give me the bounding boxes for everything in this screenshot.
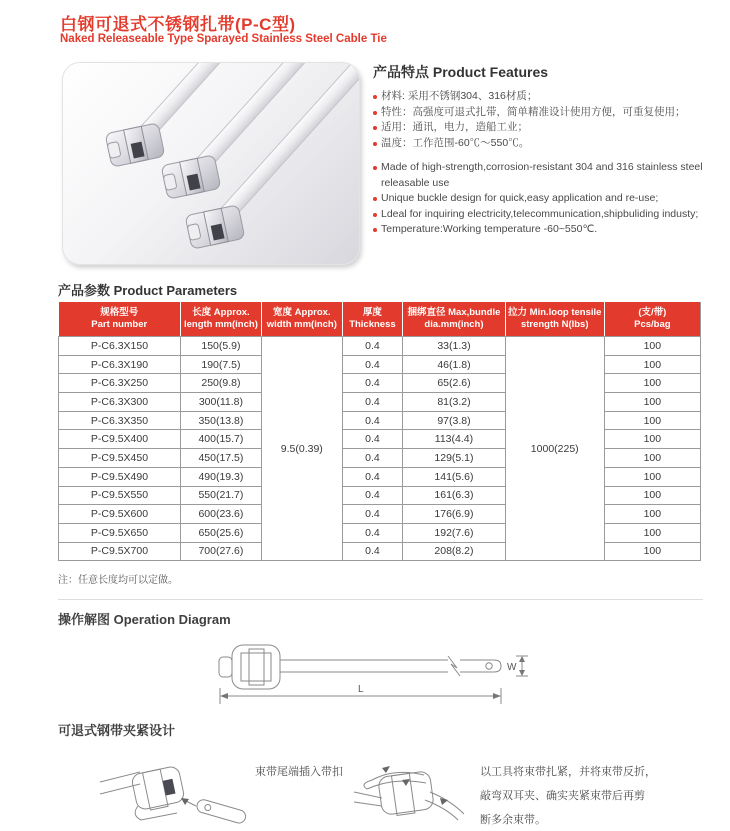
- buckle-outline: [378, 771, 435, 816]
- direction-arrow: [382, 766, 390, 773]
- cell-length: 600(23.6): [180, 505, 261, 524]
- bullet-icon: [373, 213, 377, 217]
- cell-thickness: 0.4: [342, 355, 402, 374]
- cell-diameter: 141(5.6): [403, 467, 506, 486]
- cell-pcs: 100: [604, 505, 700, 524]
- table-row: [59, 374, 701, 393]
- col-header-part: 规格型号 Part number: [59, 302, 181, 337]
- clamp-design-heading: 可退式钢带夹紧设计: [58, 723, 176, 738]
- page-title: 白钢可退式不锈钢扎带(P-C型): [60, 15, 296, 34]
- direction-arrow: [402, 779, 410, 786]
- feature-text: 适用：通讯，电力，造船工业；: [381, 121, 528, 133]
- cell-part: P-C9.5X600: [59, 505, 181, 524]
- cell-part: P-C6.3X190: [59, 355, 181, 374]
- feature-item: [373, 160, 723, 191]
- table-row: [59, 467, 701, 486]
- cell-part: P-C9.5X700: [59, 542, 181, 561]
- cell-length: 550(21.7): [180, 486, 261, 505]
- feature-item: [373, 136, 723, 152]
- cell-length: 400(15.7): [180, 430, 261, 449]
- cell-diameter: 65(2.6): [403, 374, 506, 393]
- table-row: [59, 486, 701, 505]
- cell-thickness: 0.4: [342, 542, 402, 561]
- dim-arrow-down: [519, 670, 525, 676]
- feature-text: 特性：高强度可退式扎带，简单精准设计使用方便，可重复使用；: [381, 105, 686, 118]
- cell-thickness: 0.4: [342, 505, 402, 524]
- parameters-table: [58, 302, 701, 561]
- tighten-caption: [480, 760, 680, 831]
- cell-pcs: 100: [604, 449, 700, 468]
- caption-line: 以工具将束带扎紧，并将束带反折，: [480, 766, 656, 778]
- cell-thickness: 0.4: [342, 337, 402, 356]
- cell-pcs: 100: [604, 374, 700, 393]
- operation-diagram-heading: 操作解图 Operation Diagram: [58, 612, 231, 627]
- cell-length: 190(7.5): [180, 355, 261, 374]
- cell-pcs: 100: [604, 411, 700, 430]
- direction-arrow: [440, 798, 448, 805]
- table-row: [59, 411, 701, 430]
- cell-pcs: 100: [604, 355, 700, 374]
- cell-diameter: 81(3.2): [403, 393, 506, 412]
- caption-line: 断多余束带。: [480, 814, 546, 826]
- table-row: [59, 505, 701, 524]
- cell-thickness: 0.4: [342, 449, 402, 468]
- cell-pcs: 100: [604, 523, 700, 542]
- tighten-fold-diagram: [352, 750, 472, 831]
- product-features-section: [373, 62, 723, 238]
- dim-arrow-up: [519, 656, 525, 662]
- table-header-row: [59, 302, 701, 337]
- bullet-icon: [373, 142, 377, 146]
- caption-line: 敲弯双耳夹、确实夹紧束带后再剪: [480, 790, 645, 802]
- cell-length: 350(13.8): [180, 411, 261, 430]
- cell-length: 490(19.3): [180, 467, 261, 486]
- cell-diameter: 176(6.9): [403, 505, 506, 524]
- cell-thickness: 0.4: [342, 411, 402, 430]
- page-subtitle: Naked Releaseable Type Sparayed Stainless Steel Cable Tie: [60, 33, 387, 45]
- features-heading: 产品特点 Product Features: [373, 64, 549, 80]
- cell-diameter: 46(1.8): [403, 355, 506, 374]
- bullet-icon: [373, 228, 377, 232]
- cell-diameter: 192(7.6): [403, 523, 506, 542]
- col-header-thickness: 厚度 Thickness: [342, 302, 402, 337]
- col-header-length: 长度 Approx. length mm(inch): [180, 302, 261, 337]
- cell-diameter: 97(3.8): [403, 411, 506, 430]
- cell-width-merged: 9.5(0.39): [261, 337, 342, 561]
- cell-pcs: 100: [604, 542, 700, 561]
- dim-arrow-right: [493, 693, 501, 699]
- cell-pcs: 100: [604, 430, 700, 449]
- cell-diameter: 129(5.1): [403, 449, 506, 468]
- table-row: [59, 523, 701, 542]
- cell-thickness: 0.4: [342, 467, 402, 486]
- feature-item: [373, 222, 723, 238]
- feature-item: [373, 89, 723, 105]
- cell-strength-merged: 1000(225): [505, 337, 604, 561]
- cell-part: P-C9.5X490: [59, 467, 181, 486]
- cell-thickness: 0.4: [342, 393, 402, 412]
- buckle-pin: [219, 657, 232, 677]
- strap-hole: [486, 663, 492, 669]
- col-header-diameter: 捆绑直径 Max,bundle dia.mm(inch): [403, 302, 506, 337]
- col-header-width: 宽度 Approx. width mm(inch): [261, 302, 342, 337]
- table-row: [59, 430, 701, 449]
- cell-part: P-C9.5X650: [59, 523, 181, 542]
- bullet-icon: [373, 197, 377, 201]
- product-photo: [62, 62, 360, 265]
- cell-part: P-C9.5X550: [59, 486, 181, 505]
- buckle-outline: [232, 645, 280, 689]
- table-row: [59, 337, 701, 356]
- cell-part: P-C6.3X350: [59, 411, 181, 430]
- cable-ties-image: [63, 63, 360, 265]
- parameters-heading: 产品参数 Product Parameters: [58, 283, 238, 298]
- insert-tail-diagram: [98, 756, 248, 831]
- feature-text: Unique buckle design for quick,easy application and re-use;: [381, 192, 659, 204]
- col-header-strength: 拉力 Min.loop tensile strength N(lbs): [505, 302, 604, 337]
- folded-strap-top: [372, 772, 424, 780]
- cell-pcs: 100: [604, 486, 700, 505]
- table-row: [59, 393, 701, 412]
- cell-pcs: 100: [604, 467, 700, 486]
- cell-part: P-C9.5X450: [59, 449, 181, 468]
- cell-thickness: 0.4: [342, 430, 402, 449]
- section-divider: [58, 599, 703, 600]
- cell-thickness: 0.4: [342, 486, 402, 505]
- cell-length: 700(27.6): [180, 542, 261, 561]
- feature-item: [373, 105, 723, 121]
- length-dim-label: L: [358, 684, 364, 695]
- feature-text: 材料: 采用不锈钢304、316材质；: [381, 90, 538, 102]
- cable-tie: [105, 63, 360, 249]
- table-row: [59, 355, 701, 374]
- cell-diameter: 161(6.3): [403, 486, 506, 505]
- operation-diagram: [210, 632, 540, 708]
- feature-text: Ldeal for inquiring electricity,telecommunication,shipbuliding industy;: [381, 207, 699, 220]
- cell-length: 650(25.6): [180, 523, 261, 542]
- cell-length: 300(11.8): [180, 393, 261, 412]
- cell-diameter: 208(8.2): [403, 542, 506, 561]
- cell-length: 150(5.9): [180, 337, 261, 356]
- strap-end: [460, 660, 501, 672]
- width-dim-label: W: [507, 662, 517, 673]
- cell-thickness: 0.4: [342, 523, 402, 542]
- cell-thickness: 0.4: [342, 374, 402, 393]
- cell-length: 250(9.8): [180, 374, 261, 393]
- dim-arrow-left: [220, 693, 228, 699]
- feature-item: [373, 207, 723, 223]
- cell-part: P-C6.3X250: [59, 374, 181, 393]
- bullet-icon: [373, 111, 377, 115]
- break-symbol: [448, 656, 460, 676]
- feature-text: Temperature:Working temperature -60~550℃.: [381, 223, 598, 235]
- bullet-icon: [373, 95, 377, 99]
- cell-part: P-C9.5X400: [59, 430, 181, 449]
- feature-text: Made of high-strength,corrosion-resistant 304 and 316 stainless steel releasable use: [381, 161, 703, 189]
- cell-length: 450(17.5): [180, 449, 261, 468]
- col-header-pcs: (支/带) Pcs/bag: [604, 302, 700, 337]
- table-row: [59, 542, 701, 561]
- cell-part: P-C6.3X150: [59, 337, 181, 356]
- feature-item: [373, 120, 723, 136]
- insert-caption: 束带尾端插入带扣: [255, 766, 343, 778]
- feature-item: [373, 191, 723, 207]
- cell-pcs: 100: [604, 337, 700, 356]
- cell-diameter: 113(4.4): [403, 430, 506, 449]
- bullet-icon: [373, 126, 377, 130]
- table-row: [59, 449, 701, 468]
- strap-tail: [195, 798, 247, 824]
- feature-text: 温度：工作范围-60℃～550℃。: [381, 136, 530, 149]
- cell-pcs: 100: [604, 393, 700, 412]
- custom-length-note: 注：任意长度均可以定做。: [58, 575, 178, 586]
- cell-diameter: 33(1.3): [403, 337, 506, 356]
- bullet-icon: [373, 166, 377, 170]
- cell-part: P-C6.3X300: [59, 393, 181, 412]
